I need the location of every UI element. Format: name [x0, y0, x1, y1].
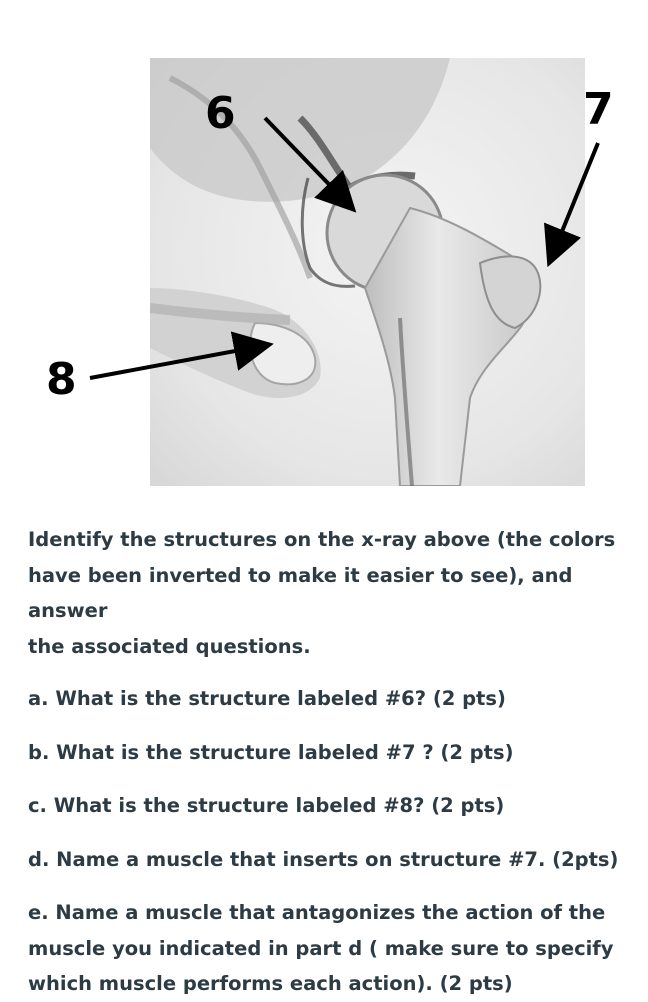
question-e-line-3: which muscle performs each action). (2 pts): [28, 972, 513, 995]
question-c: c. What is the structure labeled #8? (2 pts): [28, 794, 505, 817]
question-text: [28, 522, 628, 1002]
label-8: 8: [46, 354, 77, 405]
question-e-line-2: muscle you indicated in part d ( make sure to specify: [28, 936, 614, 960]
xray-figure: [0, 0, 648, 500]
label-6: 6: [205, 88, 236, 139]
question-d: d. Name a muscle that inserts on structure #7. (2pts): [28, 847, 619, 871]
question-e: [28, 895, 628, 1002]
question-b: b. What is the structure labeled #7 ? (2 pts): [28, 740, 514, 764]
intro-line-2: have been inverted to make it easier to see), and answer: [28, 563, 573, 622]
arrow-7: [552, 143, 598, 256]
arrow-6: [265, 118, 348, 204]
arrow-layer: [0, 0, 648, 500]
intro-line-1: Identify the structures on the x-ray above (the colors: [28, 528, 616, 551]
label-7: 7: [583, 84, 614, 135]
question-a: a. What is the structure labeled #6? (2 pts): [28, 687, 506, 710]
intro-paragraph: [28, 522, 628, 664]
arrow-8: [90, 346, 262, 378]
intro-line-3: the associated questions.: [28, 634, 311, 658]
question-e-line-1: e. Name a muscle that antagonizes the action of the: [28, 901, 606, 924]
